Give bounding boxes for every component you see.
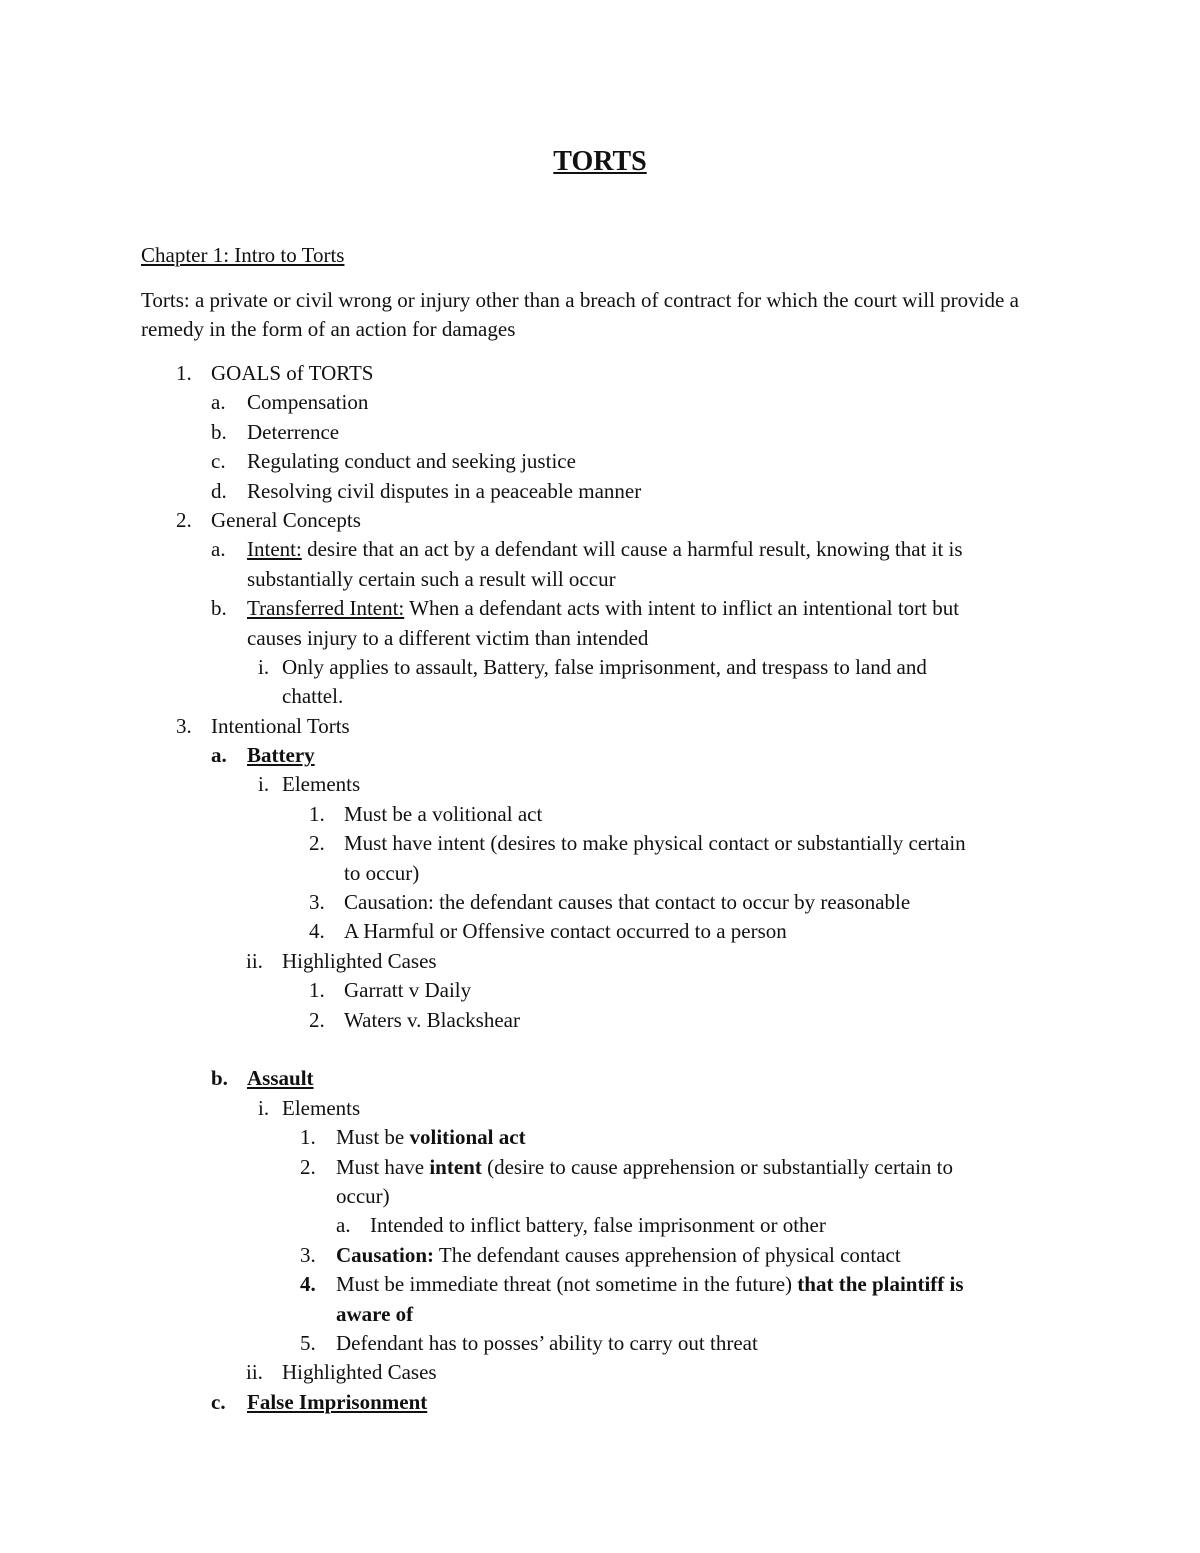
assault-element [0,1270,1200,1299]
intent-definition-continued: substantially certain such a result will occur [247,566,616,591]
intentional-torts-label: Intentional Torts [211,713,350,738]
list-marker: a. [211,537,226,562]
transferred-intent-definition: When a defendant acts with intent to inflict an intentional tort but [404,596,960,621]
element-emphasis: volitional act [409,1125,526,1150]
outline-item-intentional-torts [0,712,1200,741]
element-text-continued: to occur) [344,860,420,885]
assault-element [0,1153,1200,1182]
goal-item [0,418,1200,447]
list-marker: 3. [176,713,192,738]
chapter-heading: Chapter 1: Intro to Torts [141,243,345,267]
assault-heading-row [0,1064,1200,1093]
note-text: Only applies to assault, Battery, false imprisonment, and trespass to land and [282,654,927,679]
element-emphasis-continued: aware of [336,1301,414,1326]
element-text: A Harmful or Offensive contact occurred to a person [344,919,787,944]
battery-element [0,800,1200,829]
list-marker: i. [258,1095,270,1120]
battery-element [0,829,1200,858]
element-emphasis: intent [429,1154,482,1179]
list-marker: 2. [309,831,325,856]
assault-element [0,1123,1200,1152]
concept-transferred-intent [0,594,1200,623]
case-item [0,976,1200,1005]
outline-item-goals [0,359,1200,388]
general-concepts-label: General Concepts [211,507,361,532]
element-text: Must be a volitional act [344,801,543,826]
battery-heading-row [0,741,1200,770]
element-text: Causation: the defendant causes that contact to occur by reasonable [344,890,911,915]
intro-paragraph: Torts: a private or civil wrong or injury other than a breach of contract for which the court will provide a remedy in the form of an action for damages [141,288,1019,342]
outline [0,359,1200,1417]
battery-cases-row [0,947,1200,976]
transferred-intent-term: Transferred Intent: [247,596,405,621]
goal-item [0,447,1200,476]
list-marker: 1. [176,361,192,385]
concept-intent [0,535,1200,564]
assault-element [0,1241,1200,1270]
element-text: Must be [336,1125,410,1150]
sub-element-text: Intended to inflict battery, false imprisonment or other [370,1213,826,1238]
list-marker: c. [211,1389,226,1414]
list-marker: 1. [300,1125,316,1150]
list-marker: 2. [176,507,192,532]
false-imprisonment-heading: False Imprisonment [247,1389,428,1414]
list-marker: a. [211,743,227,768]
list-marker: b. [211,596,227,621]
list-marker: 5. [300,1330,316,1355]
cases-label: Highlighted Cases [282,948,437,973]
transferred-intent-note [0,653,1200,682]
list-marker: 4. [300,1272,316,1297]
assault-elements-row [0,1094,1200,1123]
concept-intent-continued [0,565,1200,594]
transferred-intent-note-continued [0,682,1200,711]
list-marker: 2. [300,1154,316,1179]
case-name: Waters v. Blackshear [344,1007,520,1032]
document-title: TORTS [553,146,647,177]
battery-element [0,917,1200,946]
assault-heading: Assault [247,1066,314,1091]
list-marker: a. [211,390,226,415]
list-marker: b. [211,419,227,444]
elements-label: Elements [282,1095,361,1120]
intent-definition: desire that an act by a defendant will cause a harmful result, knowing that it is [301,537,963,562]
assault-element [0,1329,1200,1358]
list-marker: 1. [309,978,325,1003]
list-marker: c. [211,449,226,474]
intent-term: Intent: [247,537,302,562]
battery-element-continued [0,859,1200,888]
concept-transferred-intent-continued [0,624,1200,653]
list-marker: 3. [300,1242,316,1267]
list-marker: 2. [309,1007,325,1032]
list-marker: i. [258,654,270,679]
list-marker: 1. [309,801,325,826]
element-text-tail: (desire to cause apprehension or substantially certain to [481,1154,954,1179]
list-marker: i. [258,772,270,797]
list-marker: 4. [309,919,325,944]
goal-text: Compensation [247,390,369,415]
battery-elements-row [0,770,1200,799]
element-emphasis: Causation: [336,1242,435,1267]
assault-sub-element [0,1211,1200,1240]
list-marker: a. [336,1213,351,1238]
goal-item [0,388,1200,417]
goal-text: Regulating conduct and seeking justice [247,449,576,474]
goals-label: GOALS of TORTS [211,361,374,385]
list-marker: d. [211,478,227,503]
false-imprisonment-heading-row [0,1388,1200,1417]
list-marker: ii. [246,1360,263,1385]
element-emphasis: that the plaintiff is [797,1272,964,1297]
transferred-intent-definition-continued: causes injury to a different victim than intended [247,625,649,650]
case-name: Garratt v Daily [344,978,472,1003]
battery-heading: Battery [247,743,315,768]
element-text-continued: occur) [336,1183,390,1208]
list-marker: b. [211,1066,228,1091]
blank-line [0,1035,1200,1064]
case-item [0,1006,1200,1035]
note-text-continued: chattel. [282,684,344,709]
element-text: Must have [336,1154,430,1179]
element-text: The defendant causes apprehension of physical contact [434,1242,901,1267]
goal-text: Deterrence [247,419,340,444]
battery-element [0,888,1200,917]
list-marker: 3. [309,890,325,915]
goal-item [0,477,1200,506]
element-text: Defendant has to posses’ ability to carry out threat [336,1330,758,1355]
goal-text: Resolving civil disputes in a peaceable manner [247,478,642,503]
cases-label: Highlighted Cases [282,1360,437,1385]
list-marker: ii. [246,948,263,973]
element-text: Must be immediate threat (not sometime in the future) [336,1272,798,1297]
elements-label: Elements [282,772,361,797]
assault-element-continued [0,1300,1200,1329]
outline-item-general-concepts [0,506,1200,535]
assault-element-continued [0,1182,1200,1211]
assault-cases-row [0,1358,1200,1387]
element-text: Must have intent (desires to make physical contact or substantially certain [344,831,966,856]
